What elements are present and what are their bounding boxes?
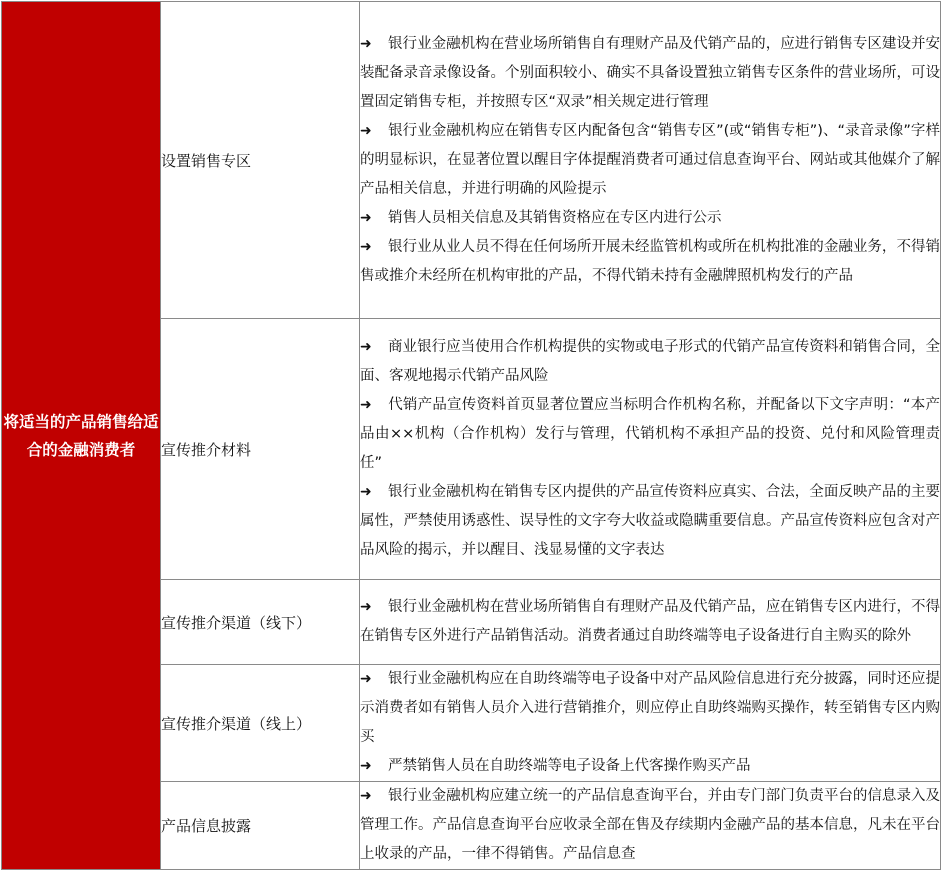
arrow-icon: ➜ — [360, 484, 372, 500]
arrow-icon: ➜ — [360, 758, 372, 774]
content-cell — [360, 580, 941, 665]
subcategory-cell — [161, 665, 360, 782]
bullet-point: ➜ 银行业金融机构在营业场所销售自有理财产品及代销产品的，应进行销售专区建设并安装配备录音录像设备。个别面积较小、确实不具备设置独立销售专区条件的营业场所，可设置固定销售专柜，并按照专区“双录”相关规定进行管理 — [360, 30, 940, 117]
bullet-point: ➜ 严禁销售人员在自助终端等电子设备上代客操作购买产品 — [360, 752, 940, 781]
bullet-point: ➜ 代销产品宣传资料首页显著位置应当标明合作机构名称，并配备以下文字声明：“本产品由××机构（合作机构）发行与管理，代销机构不承担产品的投资、兑付和风险管理责任” — [360, 391, 940, 478]
subcategory-label: 设置销售专区 — [161, 151, 252, 170]
bullet-point: ➜ 商业银行应当使用合作机构提供的实物或电子形式的代销产品宣传资料和销售合同，全面、客观地揭示代销产品风险 — [360, 333, 940, 391]
content-cell — [360, 665, 941, 782]
subcategory-cell — [161, 319, 360, 580]
product-sales-table — [1, 1, 941, 870]
bullet-point: ➜ 银行业金融机构应建立统一的产品信息查询平台，并由专门部门负责平台的信息录入及管理工作。产品信息查询平台应收录全部在售及存续期内金融产品的基本信息，凡未在平台上收录的产品，一律不得销售。产品信息查 — [360, 782, 940, 869]
arrow-icon: ➜ — [360, 788, 372, 804]
category-label: 将适当的产品销售给适合的金融消费者 — [3, 412, 159, 459]
subcategory-cell — [161, 580, 360, 665]
table-row — [2, 2, 941, 319]
subcategory-label: 宣传推介渠道（线上） — [161, 714, 312, 733]
arrow-icon: ➜ — [360, 238, 372, 255]
subcategory-cell — [161, 782, 360, 870]
category-cell — [2, 2, 161, 870]
subcategory-label: 产品信息披露 — [161, 817, 252, 835]
arrow-icon: ➜ — [360, 35, 372, 52]
bullet-point: ➜ 银行业从业人员不得在任何场所开展未经监管机构或所在机构批准的金融业务，不得销售或推介未经所在机构审批的产品，不得代销未持有金融牌照机构发行的产品 — [360, 233, 940, 291]
bullet-point: ➜ 银行业金融机构在销售专区内提供的产品宣传资料应真实、合法，全面反映产品的主要属性，严禁使用诱惑性、误导性的文字夸大收益或隐瞒重要信息。产品宣传资料应包含对产品风险的揭示，并以醒目、浅显易懂的文字表达 — [360, 478, 940, 565]
bullet-point: ➜ 银行业金融机构应在销售专区内配备包含“销售专区”(或“销售专柜”)、“录音录像”字样的明显标识，在显著位置以醒目字体提醒消费者可通过信息查询平台、网站或其他媒介了解产品相关信息，并进行明确的风险提示 — [360, 117, 940, 204]
arrow-icon: ➜ — [360, 339, 372, 355]
content-cell — [360, 2, 941, 319]
subcategory-label: 宣传推介渠道（线下） — [161, 613, 312, 632]
subcategory-cell — [161, 2, 360, 319]
arrow-icon: ➜ — [360, 671, 372, 687]
bullet-point: ➜ 销售人员相关信息及其销售资格应在专区内进行公示 — [360, 204, 940, 233]
bullet-point: ➜ 银行业金融机构应在自助终端等电子设备中对产品风险信息进行充分披露，同时还应提示消费者如有销售人员介入进行营销推介，则应停止自助终端购买操作，转至销售专区内购买 — [360, 665, 940, 752]
arrow-icon: ➜ — [360, 397, 372, 413]
arrow-icon: ➜ — [360, 122, 372, 139]
subcategory-label: 宣传推介材料 — [161, 440, 252, 459]
content-cell — [360, 319, 941, 580]
arrow-icon: ➜ — [360, 209, 372, 226]
content-cell — [360, 782, 941, 870]
bullet-point: ➜ 银行业金融机构在营业场所销售自有理财产品及代销产品，应在销售专区内进行，不得在销售专区外进行产品销售活动。消费者通过自助终端等电子设备进行自主购买的除外 — [360, 593, 940, 651]
arrow-icon: ➜ — [360, 599, 372, 615]
